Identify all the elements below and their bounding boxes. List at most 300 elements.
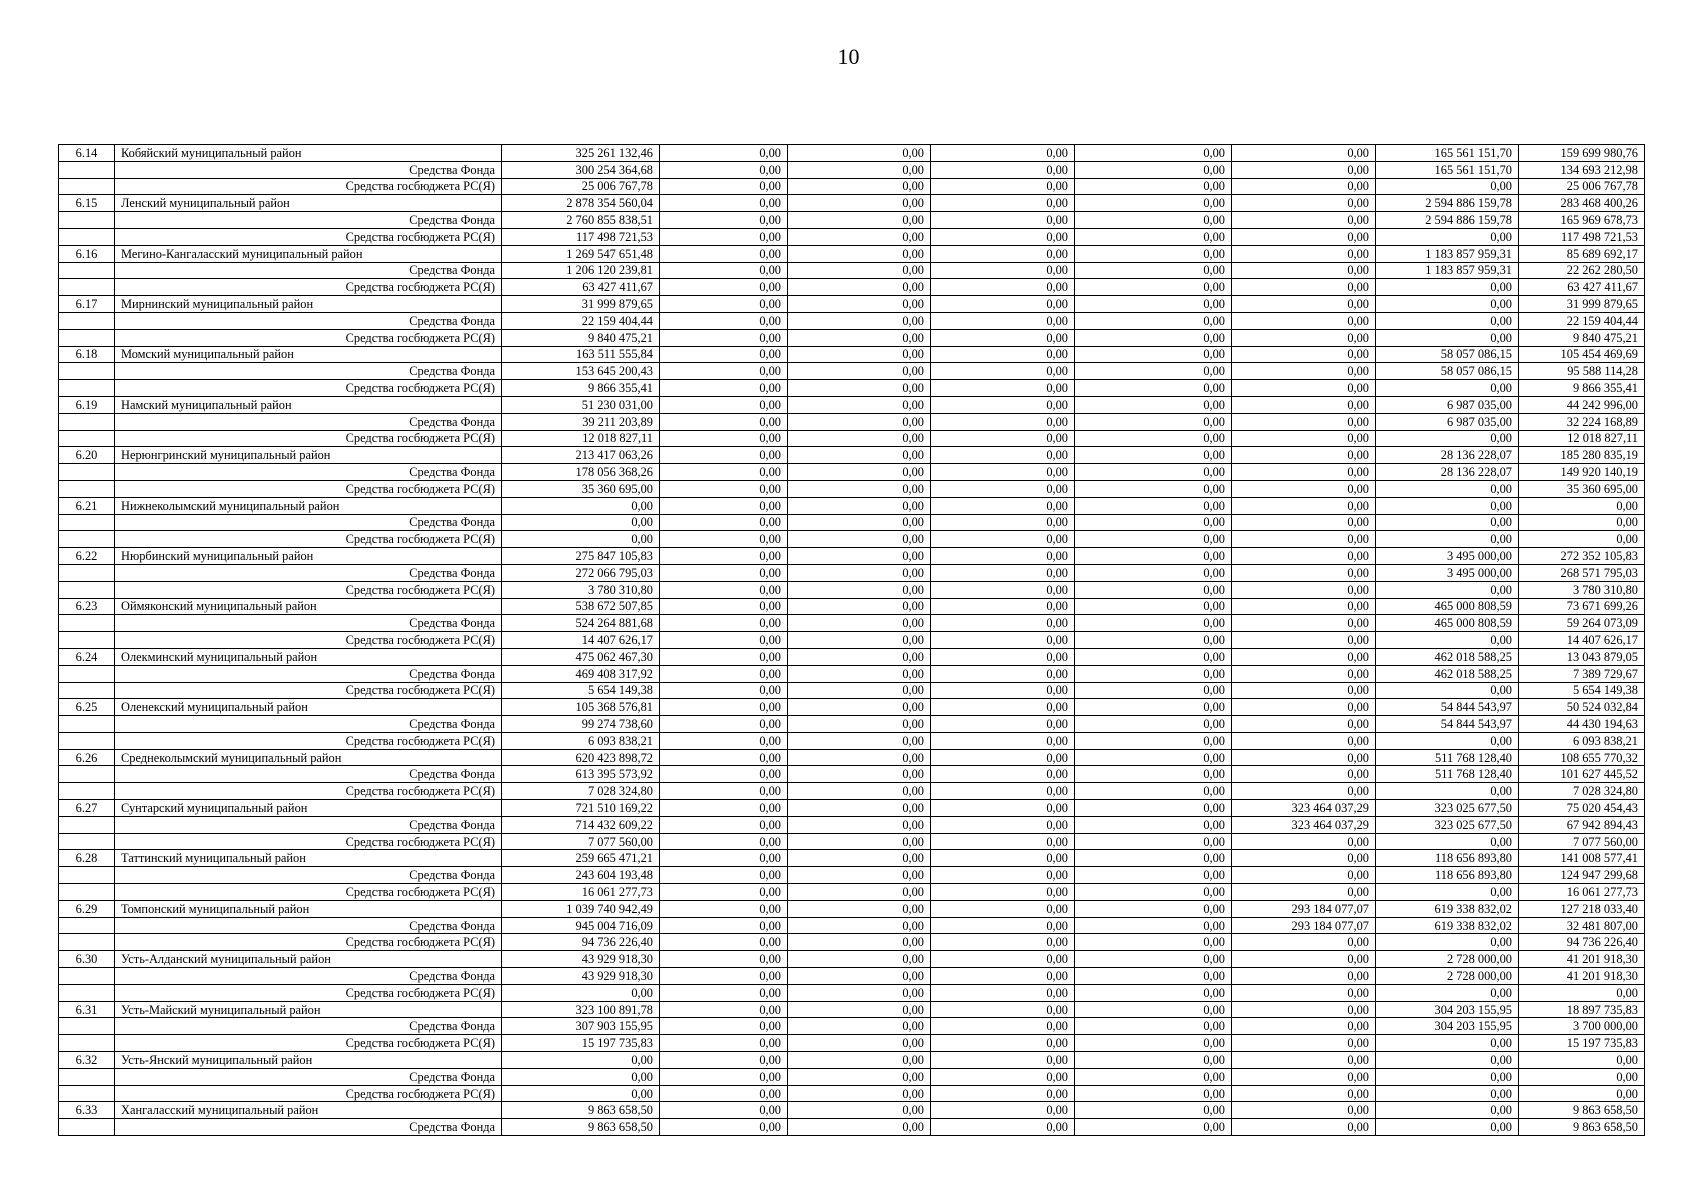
district-name: Ленский муниципальный район [115,195,502,212]
budget-row [59,1085,1645,1102]
row-number: 6.17 [59,296,115,313]
amount-cell: 35 360 695,00 [502,480,660,497]
fund-row [59,766,1645,783]
amount-cell: 0,00 [1376,228,1519,245]
amount-cell: 9 840 475,21 [1519,329,1645,346]
amount-cell: 0,00 [788,329,931,346]
amount-cell: 0,00 [660,480,788,497]
budget-label: Средства госбюджета РС(Я) [115,984,502,1001]
amount-cell: 1 206 120 239,81 [502,262,660,279]
amount-cell: 0,00 [788,1085,931,1102]
amount-cell: 524 264 881,68 [502,615,660,632]
row-number-empty [59,212,115,229]
fund-row [59,917,1645,934]
amount-cell: 0,00 [788,145,931,162]
amount-cell: 0,00 [660,212,788,229]
amount-cell: 243 604 193,48 [502,867,660,884]
amount-cell: 0,00 [1075,312,1232,329]
district-total-row [59,497,1645,514]
amount-cell: 0,00 [1232,632,1376,649]
amount-cell: 105 454 469,69 [1519,346,1645,363]
district-total-row [59,1052,1645,1069]
amount-cell: 0,00 [1075,884,1232,901]
amount-cell: 3 780 310,80 [1519,581,1645,598]
fund-row [59,363,1645,380]
amount-cell: 0,00 [931,800,1075,817]
amount-cell: 0,00 [1075,1052,1232,1069]
amount-cell: 31 999 879,65 [502,296,660,313]
amount-cell: 0,00 [788,816,931,833]
amount-cell: 15 197 735,83 [1519,1035,1645,1052]
amount-cell: 0,00 [660,665,788,682]
amount-cell: 0,00 [931,312,1075,329]
amount-cell: 0,00 [660,917,788,934]
amount-cell: 0,00 [1075,951,1232,968]
amount-cell: 0,00 [788,682,931,699]
amount-cell: 0,00 [1376,430,1519,447]
amount-cell: 0,00 [1075,380,1232,397]
amount-cell: 0,00 [931,161,1075,178]
district-total-row [59,1001,1645,1018]
amount-cell: 2 760 855 838,51 [502,212,660,229]
amount-cell: 44 430 194,63 [1519,716,1645,733]
amount-cell: 0,00 [788,917,931,934]
amount-cell: 0,00 [788,951,931,968]
amount-cell: 3 780 310,80 [502,581,660,598]
amount-cell: 0,00 [1376,1035,1519,1052]
row-number-empty [59,917,115,934]
budget-label: Средства госбюджета РС(Я) [115,934,502,951]
amount-cell: 0,00 [1376,682,1519,699]
district-total-row [59,598,1645,615]
row-number: 6.14 [59,145,115,162]
amount-cell: 0,00 [931,934,1075,951]
budget-row [59,732,1645,749]
budget-row [59,279,1645,296]
amount-cell: 0,00 [1519,531,1645,548]
district-total-row [59,648,1645,665]
amount-cell: 300 254 364,68 [502,161,660,178]
table-body [59,145,1645,1136]
district-total-row [59,800,1645,817]
amount-cell: 465 000 808,59 [1376,598,1519,615]
row-number: 6.33 [59,1102,115,1119]
amount-cell: 0,00 [660,598,788,615]
amount-cell: 0,00 [788,934,931,951]
amount-cell: 0,00 [788,581,931,598]
amount-cell: 0,00 [1376,1052,1519,1069]
amount-cell: 95 588 114,28 [1519,363,1645,380]
amount-cell: 0,00 [931,447,1075,464]
amount-cell: 0,00 [1232,699,1376,716]
amount-cell: 0,00 [1075,1102,1232,1119]
amount-cell: 12 018 827,11 [502,430,660,447]
fund-row [59,665,1645,682]
budget-table [58,144,1645,1136]
amount-cell: 0,00 [502,1052,660,1069]
amount-cell: 163 511 555,84 [502,346,660,363]
amount-cell: 99 274 738,60 [502,716,660,733]
amount-cell: 0,00 [931,699,1075,716]
amount-cell: 0,00 [931,296,1075,313]
amount-cell: 0,00 [931,564,1075,581]
row-number: 6.26 [59,749,115,766]
amount-cell: 0,00 [660,800,788,817]
amount-cell: 15 197 735,83 [502,1035,660,1052]
amount-cell: 0,00 [1075,195,1232,212]
amount-cell: 101 627 445,52 [1519,766,1645,783]
amount-cell: 0,00 [931,917,1075,934]
amount-cell: 3 495 000,00 [1376,564,1519,581]
row-number-empty [59,1068,115,1085]
district-name: Томпонский муниципальный район [115,900,502,917]
amount-cell: 0,00 [660,346,788,363]
amount-cell: 0,00 [931,1001,1075,1018]
amount-cell: 0,00 [788,262,931,279]
amount-cell: 0,00 [1075,1035,1232,1052]
amount-cell: 0,00 [788,850,931,867]
amount-cell: 0,00 [1232,1068,1376,1085]
amount-cell: 0,00 [931,1119,1075,1136]
amount-cell: 0,00 [1075,648,1232,665]
amount-cell: 0,00 [788,699,931,716]
amount-cell: 0,00 [788,279,931,296]
amount-cell: 268 571 795,03 [1519,564,1645,581]
row-number-empty [59,632,115,649]
district-name: Мегино-Кангаласский муниципальный район [115,245,502,262]
budget-row [59,430,1645,447]
amount-cell: 0,00 [1075,682,1232,699]
amount-cell: 54 844 543,97 [1376,716,1519,733]
amount-cell: 0,00 [1376,934,1519,951]
district-total-row [59,447,1645,464]
amount-cell: 0,00 [1232,312,1376,329]
amount-cell: 0,00 [1232,766,1376,783]
amount-cell: 0,00 [660,413,788,430]
row-number-empty [59,363,115,380]
amount-cell: 0,00 [1075,145,1232,162]
amount-cell: 5 654 149,38 [1519,682,1645,699]
amount-cell: 0,00 [1376,497,1519,514]
amount-cell: 54 844 543,97 [1376,699,1519,716]
amount-cell: 0,00 [660,1018,788,1035]
district-total-row [59,245,1645,262]
amount-cell: 2 728 000,00 [1376,951,1519,968]
amount-cell: 0,00 [1075,464,1232,481]
amount-cell: 0,00 [788,413,931,430]
amount-cell: 0,00 [1075,615,1232,632]
amount-cell: 272 352 105,83 [1519,548,1645,565]
fund-label: Средства Фонда [115,262,502,279]
amount-cell: 0,00 [788,968,931,985]
amount-cell: 0,00 [1232,346,1376,363]
row-number: 6.24 [59,648,115,665]
amount-cell: 0,00 [1075,396,1232,413]
amount-cell: 0,00 [660,884,788,901]
amount-cell: 94 736 226,40 [502,934,660,951]
budget-label: Средства госбюджета РС(Я) [115,430,502,447]
budget-label: Средства госбюджета РС(Я) [115,1085,502,1102]
amount-cell: 0,00 [660,380,788,397]
amount-cell: 0,00 [788,1052,931,1069]
budget-row [59,581,1645,598]
amount-cell: 0,00 [1232,413,1376,430]
amount-cell: 259 665 471,21 [502,850,660,867]
amount-cell: 0,00 [660,514,788,531]
amount-cell: 0,00 [788,396,931,413]
district-total-row [59,749,1645,766]
amount-cell: 2 594 886 159,78 [1376,212,1519,229]
fund-label: Средства Фонда [115,1068,502,1085]
amount-cell: 0,00 [660,766,788,783]
amount-cell: 9 863 658,50 [502,1119,660,1136]
amount-cell: 0,00 [660,900,788,917]
row-number-empty [59,682,115,699]
amount-cell: 0,00 [788,195,931,212]
amount-cell: 0,00 [931,430,1075,447]
amount-cell: 0,00 [931,548,1075,565]
amount-cell: 0,00 [1232,430,1376,447]
district-name: Оленекский муниципальный район [115,699,502,716]
amount-cell: 0,00 [660,363,788,380]
amount-cell: 0,00 [931,968,1075,985]
amount-cell: 0,00 [502,497,660,514]
amount-cell: 141 008 577,41 [1519,850,1645,867]
amount-cell: 0,00 [1075,1068,1232,1085]
amount-cell: 0,00 [931,581,1075,598]
row-number-empty [59,984,115,1001]
amount-cell: 0,00 [1376,732,1519,749]
amount-cell: 0,00 [1232,1052,1376,1069]
amount-cell: 0,00 [931,665,1075,682]
amount-cell: 0,00 [1075,833,1232,850]
amount-cell: 0,00 [1376,1119,1519,1136]
budget-row [59,934,1645,951]
amount-cell: 12 018 827,11 [1519,430,1645,447]
row-number-empty [59,262,115,279]
fund-label: Средства Фонда [115,968,502,985]
amount-cell: 0,00 [788,1035,931,1052]
fund-row [59,816,1645,833]
amount-cell: 9 866 355,41 [502,380,660,397]
amount-cell: 0,00 [788,312,931,329]
amount-cell: 0,00 [931,632,1075,649]
fund-label: Средства Фонда [115,514,502,531]
amount-cell: 85 689 692,17 [1519,245,1645,262]
amount-cell: 0,00 [502,984,660,1001]
amount-cell: 0,00 [660,1068,788,1085]
amount-cell: 18 897 735,83 [1519,1001,1645,1018]
amount-cell: 0,00 [1376,1085,1519,1102]
amount-cell: 0,00 [1232,329,1376,346]
row-number: 6.20 [59,447,115,464]
budget-row [59,632,1645,649]
amount-cell: 0,00 [788,228,931,245]
budget-label: Средства госбюджета РС(Я) [115,329,502,346]
amount-cell: 0,00 [1075,1085,1232,1102]
amount-cell: 0,00 [1232,850,1376,867]
amount-cell: 0,00 [931,716,1075,733]
amount-cell: 0,00 [931,195,1075,212]
amount-cell: 0,00 [1376,296,1519,313]
row-number-empty [59,312,115,329]
amount-cell: 0,00 [1075,968,1232,985]
fund-row [59,413,1645,430]
row-number-empty [59,329,115,346]
fund-row [59,564,1645,581]
budget-row [59,380,1645,397]
amount-cell: 0,00 [1075,329,1232,346]
amount-cell: 0,00 [660,262,788,279]
budget-row [59,480,1645,497]
budget-row [59,329,1645,346]
amount-cell: 0,00 [931,279,1075,296]
district-total-row [59,548,1645,565]
amount-cell: 323 025 677,50 [1376,816,1519,833]
amount-cell: 0,00 [1075,800,1232,817]
amount-cell: 0,00 [660,464,788,481]
amount-cell: 0,00 [660,615,788,632]
amount-cell: 0,00 [1232,228,1376,245]
amount-cell: 0,00 [931,413,1075,430]
amount-cell: 0,00 [1376,514,1519,531]
row-number-empty [59,161,115,178]
budget-label: Средства госбюджета РС(Я) [115,531,502,548]
amount-cell: 0,00 [1075,430,1232,447]
amount-cell: 22 159 404,44 [502,312,660,329]
amount-cell: 462 018 588,25 [1376,648,1519,665]
amount-cell: 0,00 [1232,396,1376,413]
amount-cell: 0,00 [1232,548,1376,565]
amount-cell: 0,00 [1232,212,1376,229]
row-number-empty [59,279,115,296]
amount-cell: 945 004 716,09 [502,917,660,934]
amount-cell: 0,00 [788,531,931,548]
row-number-empty [59,480,115,497]
amount-cell: 43 929 918,30 [502,968,660,985]
amount-cell: 67 942 894,43 [1519,816,1645,833]
amount-cell: 0,00 [660,732,788,749]
amount-cell: 0,00 [788,346,931,363]
amount-cell: 0,00 [1075,178,1232,195]
amount-cell: 1 183 857 959,31 [1376,262,1519,279]
amount-cell: 0,00 [660,1001,788,1018]
district-name: Усть-Алданский муниципальный район [115,951,502,968]
amount-cell: 0,00 [1232,951,1376,968]
amount-cell: 0,00 [1075,245,1232,262]
amount-cell: 0,00 [1232,968,1376,985]
amount-cell: 0,00 [660,145,788,162]
fund-row [59,867,1645,884]
district-total-row [59,346,1645,363]
fund-row [59,615,1645,632]
row-number-empty [59,766,115,783]
amount-cell: 0,00 [788,245,931,262]
amount-cell: 9 863 658,50 [502,1102,660,1119]
amount-cell: 0,00 [931,396,1075,413]
amount-cell: 117 498 721,53 [1519,228,1645,245]
amount-cell: 0,00 [788,984,931,1001]
row-number-empty [59,430,115,447]
budget-label: Средства госбюджета РС(Я) [115,884,502,901]
district-total-row [59,900,1645,917]
row-number-empty [59,581,115,598]
amount-cell: 43 929 918,30 [502,951,660,968]
amount-cell: 185 280 835,19 [1519,447,1645,464]
amount-cell: 2 728 000,00 [1376,968,1519,985]
amount-cell: 0,00 [931,867,1075,884]
district-total-row [59,699,1645,716]
fund-row [59,514,1645,531]
amount-cell: 0,00 [1232,447,1376,464]
amount-cell: 28 136 228,07 [1376,447,1519,464]
district-name: Оймяконский муниципальный район [115,598,502,615]
amount-cell: 0,00 [788,296,931,313]
amount-cell: 124 947 299,68 [1519,867,1645,884]
row-number: 6.27 [59,800,115,817]
fund-label: Средства Фонда [115,867,502,884]
amount-cell: 0,00 [660,749,788,766]
amount-cell: 0,00 [1075,900,1232,917]
row-number: 6.16 [59,245,115,262]
row-number: 6.32 [59,1052,115,1069]
amount-cell: 0,00 [788,1018,931,1035]
amount-cell: 0,00 [660,968,788,985]
amount-cell: 0,00 [1376,984,1519,1001]
amount-cell: 0,00 [1075,480,1232,497]
amount-cell: 0,00 [931,850,1075,867]
amount-cell: 0,00 [788,161,931,178]
amount-cell: 0,00 [660,296,788,313]
amount-cell: 0,00 [1075,699,1232,716]
amount-cell: 0,00 [1232,1035,1376,1052]
amount-cell: 0,00 [660,245,788,262]
fund-row [59,1119,1645,1136]
amount-cell: 0,00 [1232,1119,1376,1136]
amount-cell: 0,00 [1075,497,1232,514]
amount-cell: 0,00 [788,900,931,917]
amount-cell: 0,00 [1376,480,1519,497]
amount-cell: 0,00 [1376,312,1519,329]
amount-cell: 0,00 [1376,1102,1519,1119]
amount-cell: 0,00 [788,783,931,800]
amount-cell: 3 495 000,00 [1376,548,1519,565]
amount-cell: 153 645 200,43 [502,363,660,380]
fund-row [59,262,1645,279]
amount-cell: 0,00 [660,716,788,733]
budget-row [59,531,1645,548]
amount-cell: 0,00 [1075,766,1232,783]
amount-cell: 0,00 [931,1085,1075,1102]
amount-cell: 0,00 [931,648,1075,665]
district-name: Нижнеколымский муниципальный район [115,497,502,514]
amount-cell: 39 211 203,89 [502,413,660,430]
budget-row [59,884,1645,901]
amount-cell: 275 847 105,83 [502,548,660,565]
amount-cell: 0,00 [931,1068,1075,1085]
fund-label: Средства Фонда [115,1018,502,1035]
amount-cell: 0,00 [1075,867,1232,884]
amount-cell: 0,00 [931,900,1075,917]
amount-cell: 0,00 [788,598,931,615]
amount-cell: 0,00 [788,178,931,195]
fund-label: Средства Фонда [115,161,502,178]
amount-cell: 0,00 [660,329,788,346]
amount-cell: 0,00 [1232,749,1376,766]
row-number-empty [59,464,115,481]
amount-cell: 0,00 [788,732,931,749]
amount-cell: 149 920 140,19 [1519,464,1645,481]
